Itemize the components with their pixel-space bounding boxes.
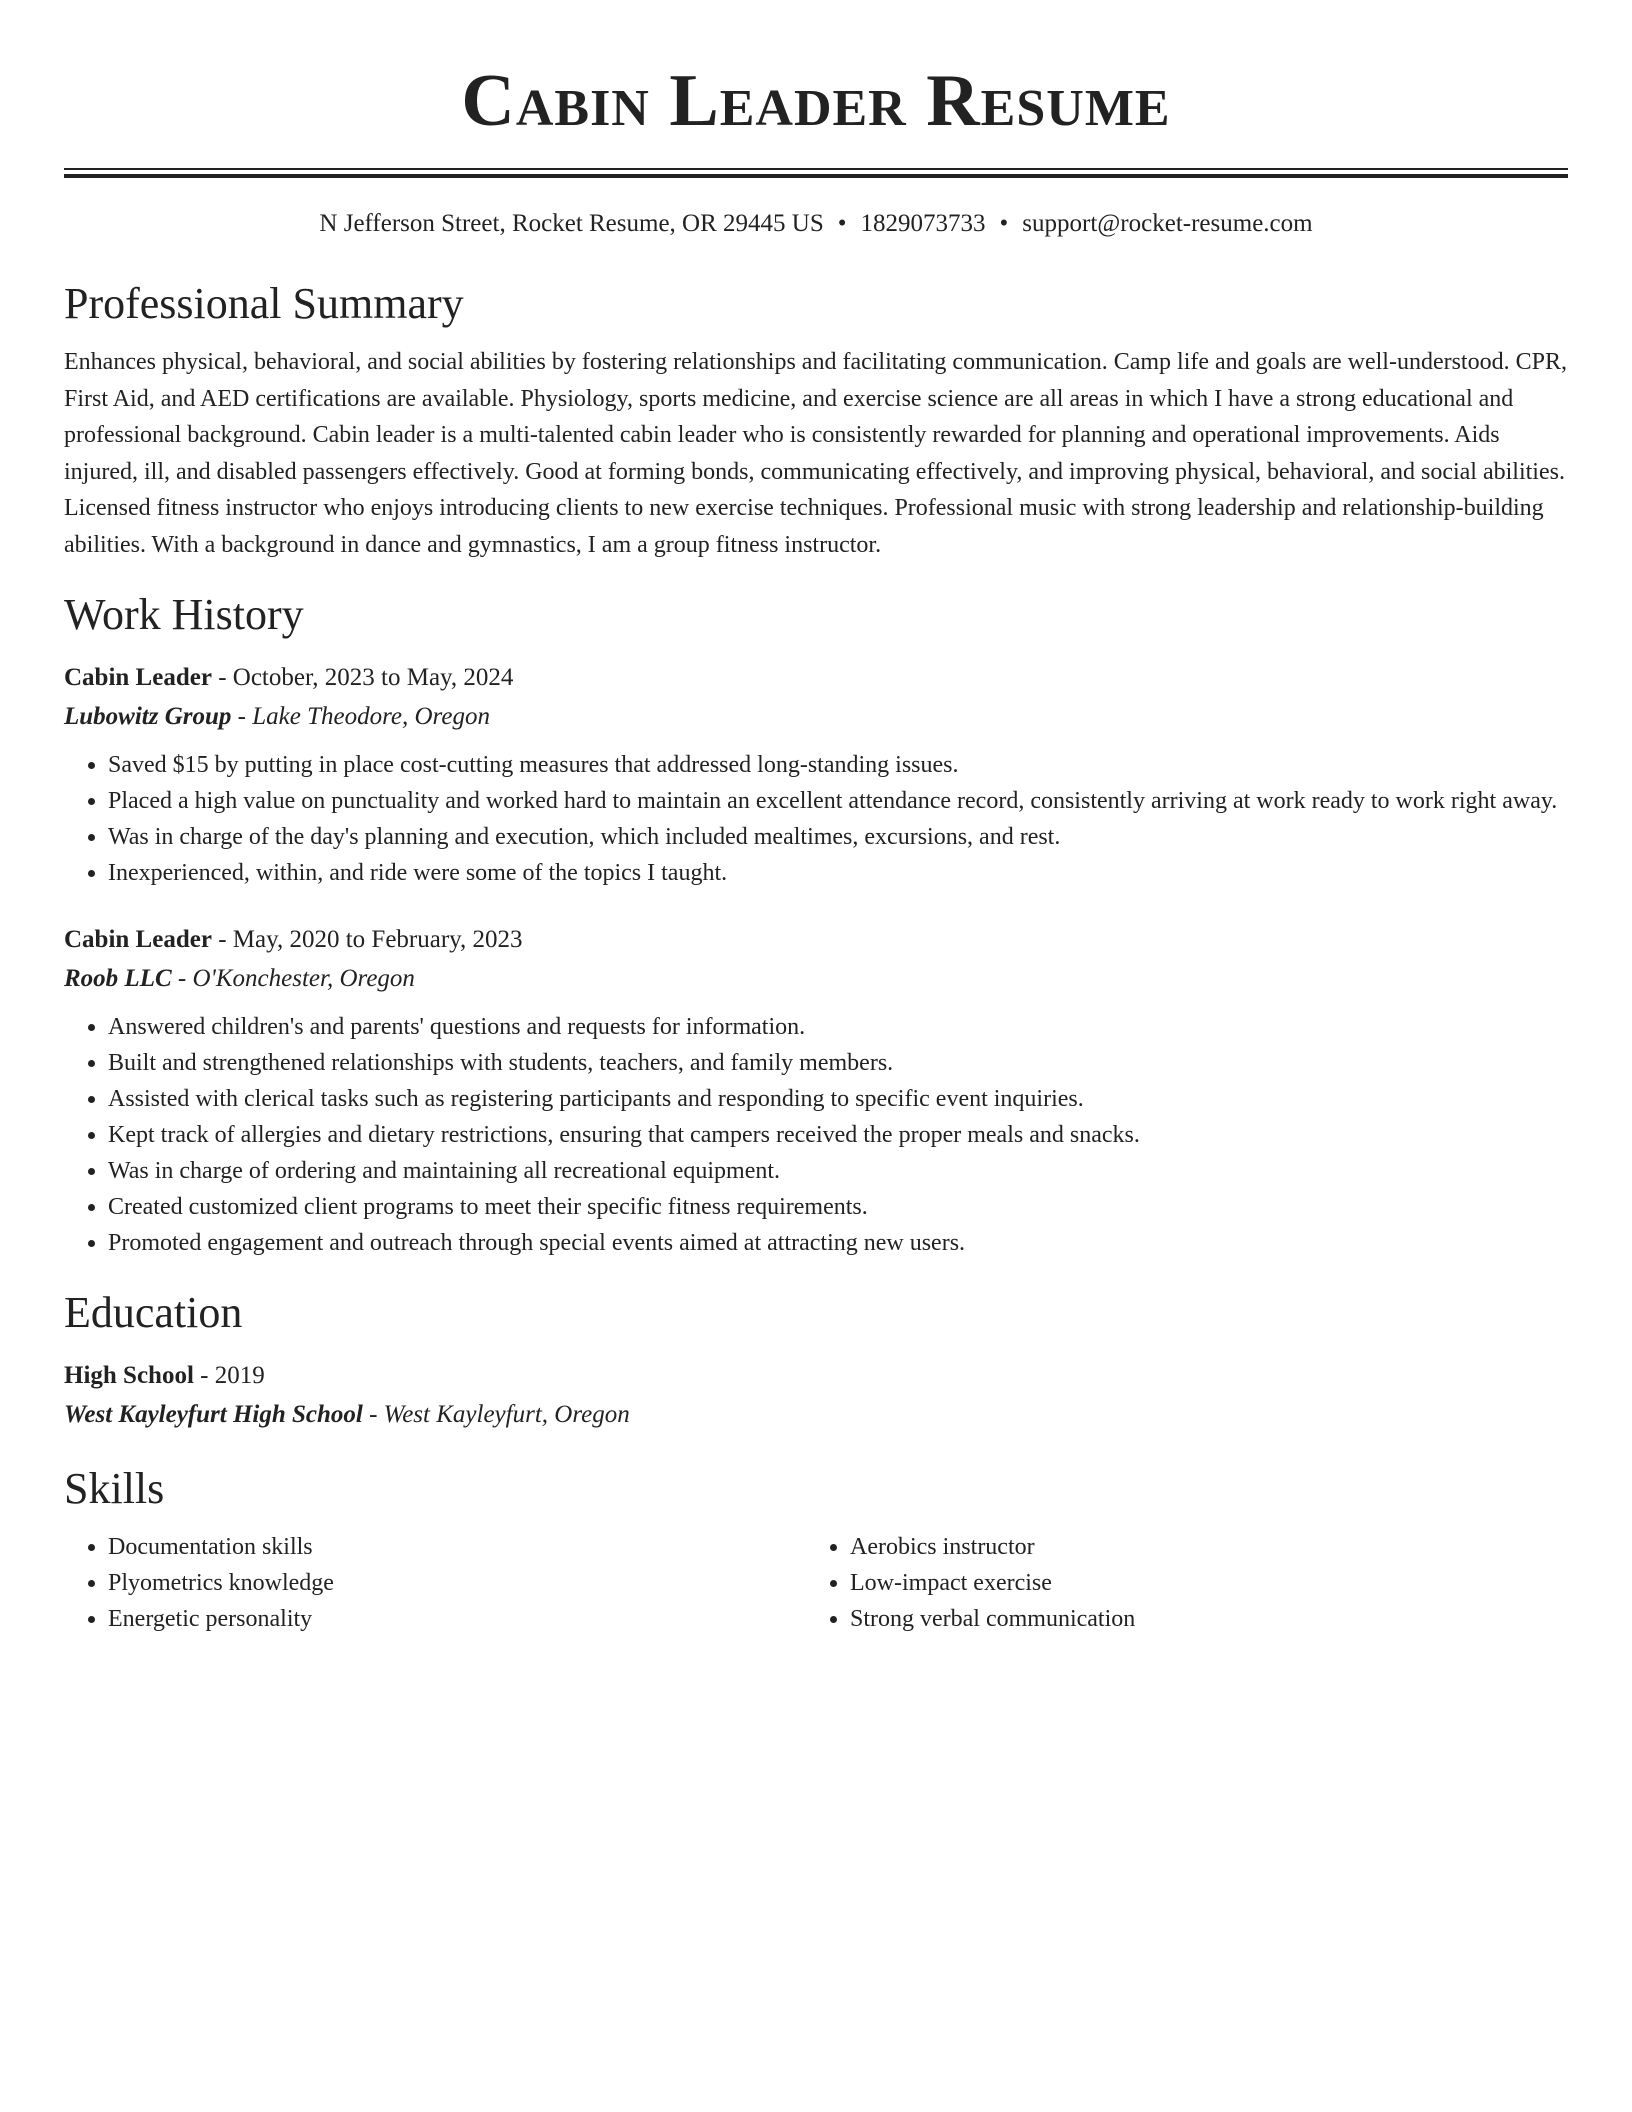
job-duty: • Kept track of allergies and dietary restrictions, ensuring that campers received the proper meals and snacks.: [108, 1117, 1568, 1153]
job-dates: - May, 2020 to February, 2023: [211, 926, 523, 953]
education-entry: [64, 1357, 1568, 1435]
skill-item: • Low-impact exercise: [850, 1565, 1548, 1601]
job-duty: • Saved $15 by putting in place cost-cutting measures that addressed long-standing issues.: [108, 747, 1568, 783]
job-entry: [64, 659, 1568, 891]
job-title-line: [64, 659, 1568, 697]
contact-phone: 1829073733: [860, 210, 986, 237]
job-company: Roob LLC: [64, 965, 172, 992]
job-duty: • Created customized client programs to meet their specific fitness requirements.: [108, 1189, 1568, 1225]
job-company: Lubowitz Group: [64, 703, 232, 730]
job-company-line: [64, 697, 1568, 737]
contact-separator: •: [999, 210, 1009, 237]
job-duty: • Answered children's and parents' questions and requests for information.: [108, 1009, 1568, 1045]
contact-line: [64, 206, 1568, 242]
job-role: Cabin Leader: [64, 926, 212, 953]
job-entry: [64, 921, 1568, 1261]
education-school-line: [64, 1395, 1568, 1435]
job-location: - Lake Theodore, Oregon: [231, 703, 490, 730]
education-school: West Kayleyfurt High School: [64, 1401, 363, 1428]
job-duty: • Inexperienced, within, and ride were some of the topics I taught.: [108, 855, 1568, 891]
job-duty: • Assisted with clerical tasks such as registering participants and responding to specific event inquiries.: [108, 1081, 1568, 1117]
education-location: - West Kayleyfurt, Oregon: [362, 1401, 630, 1428]
education-year: - 2019: [193, 1362, 265, 1389]
skill-item: • Documentation skills: [108, 1529, 806, 1565]
skill-item: • Strong verbal communication: [850, 1601, 1548, 1637]
job-duty: • Was in charge of ordering and maintaining all recreational equipment.: [108, 1153, 1568, 1189]
summary-text: Enhances physical, behavioral, and social abilities by fostering relationships and facilitating communication. Camp life and goals are well-understood. CPR, First Aid, and AED certifications are available. Physiology, sports medicine, and exercise science are all areas in which I have a strong educational and professional background. Cabin leader is a multi-talented cabin leader who is consistently rewarded for planning and operational improvements. Aids injured, ill, and disabled passengers effectively. Good at forming bonds, communicating effectively, and improving physical, behavioral, and social abilities. Licensed fitness instructor who enjoys introducing clients to new exercise techniques. Professional music with strong leadership and relationship-building abilities. With a background in dance and gymnastics, I am a group fitness instructor.: [64, 349, 1567, 558]
education-degree-line: [64, 1357, 1568, 1395]
skills-column-left: [64, 1529, 806, 1637]
contact-separator: •: [837, 210, 847, 237]
job-company-line: [64, 959, 1568, 999]
job-duties-list: [64, 747, 1568, 891]
work-history-heading: Work History: [64, 590, 304, 639]
job-duty: • Promoted engagement and outreach through special events aimed at attracting new users.: [108, 1225, 1568, 1261]
skill-item: • Plyometrics knowledge: [108, 1565, 806, 1601]
contact-email: support@rocket-resume.com: [1022, 210, 1313, 237]
contact-address: N Jefferson Street, Rocket Resume, OR 29445 US: [319, 210, 824, 237]
education-heading: Education: [64, 1288, 243, 1337]
education-degree: High School: [64, 1362, 194, 1389]
job-duty: • Placed a high value on punctuality and worked hard to maintain an excellent attendance record, consistently arriving at work ready to work right away.: [108, 783, 1568, 819]
job-duties-list: [64, 1009, 1568, 1261]
skill-item: • Energetic personality: [108, 1601, 806, 1637]
skills-column-right: [806, 1529, 1548, 1637]
skill-item: • Aerobics instructor: [850, 1529, 1548, 1565]
skills-grid: [64, 1529, 1568, 1637]
job-role: Cabin Leader: [64, 664, 212, 691]
job-dates: - October, 2023 to May, 2024: [211, 664, 514, 691]
resume-title: Cabin Leader Resume: [461, 60, 1171, 142]
summary-heading: Professional Summary: [64, 279, 464, 328]
title-divider: [64, 168, 1568, 178]
job-location: - O'Konchester, Oregon: [171, 965, 415, 992]
job-title-line: [64, 921, 1568, 959]
job-duty: • Was in charge of the day's planning and execution, which included mealtimes, excursions, and rest.: [108, 819, 1568, 855]
job-duty: • Built and strengthened relationships with students, teachers, and family members.: [108, 1045, 1568, 1081]
skills-heading: Skills: [64, 1464, 165, 1513]
